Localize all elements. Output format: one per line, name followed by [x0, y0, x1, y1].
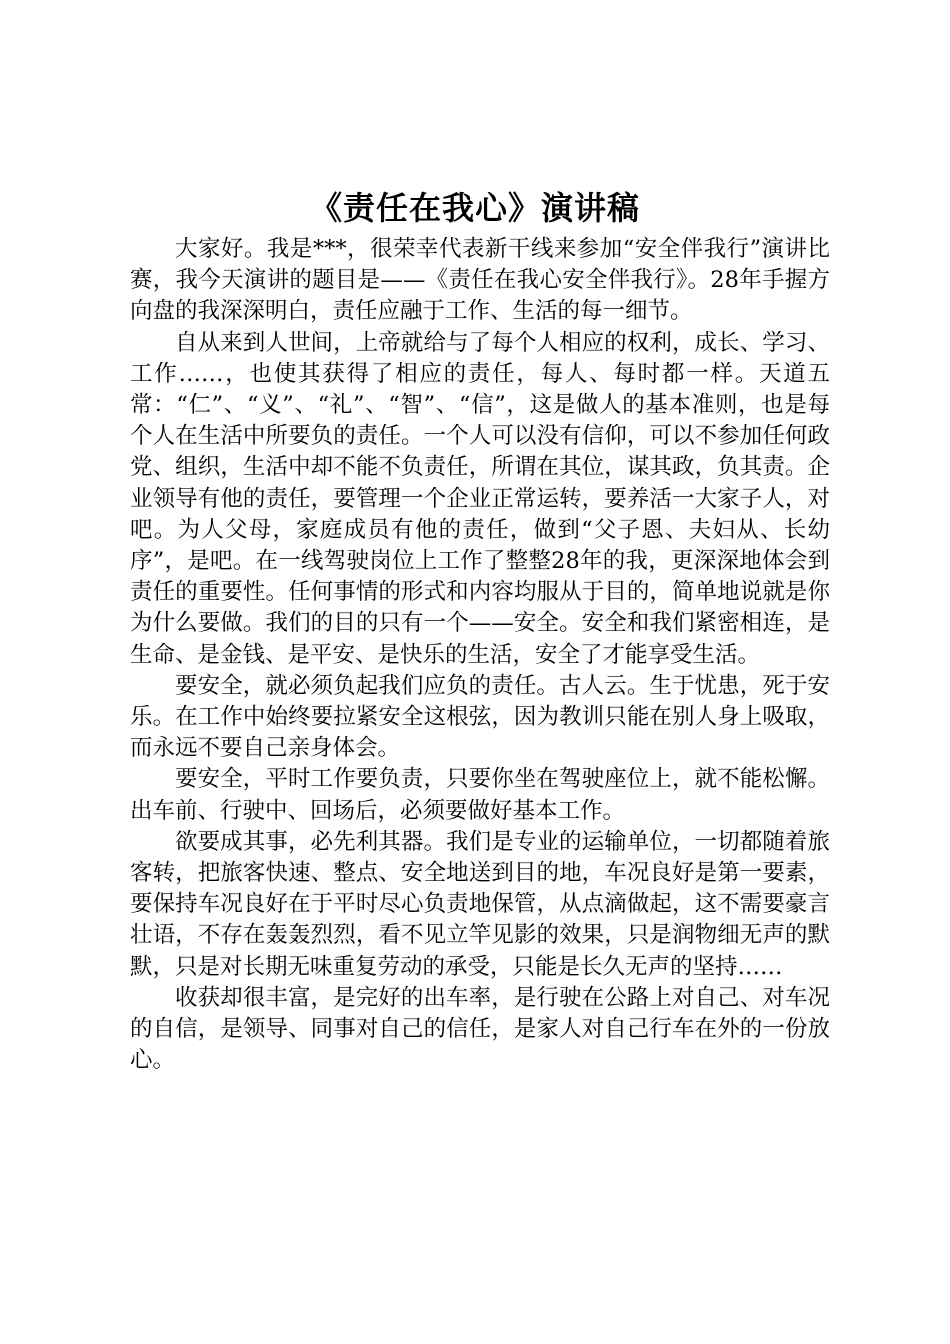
paragraph: 要安全，就必须负起我们应负的责任。古人云。生于忧患，死于安乐。在工作中始终要拉紧安全这根弦，因为教训只能在别人身上吸取，而永远不要自己亲身体会。	[130, 672, 830, 762]
paragraph: 收获却很丰富，是完好的出车率，是行驶在公路上对自己、对车况的自信，是领导、同事对自己的信任，是家人对自己行车在外的一份放心。	[130, 984, 830, 1074]
paragraph: 要安全，平时工作要负责，只要你坐在驾驶座位上，就不能松懈。出车前、行驶中、回场后，必须要做好基本工作。	[130, 766, 830, 824]
paragraph: 欲要成其事，必先利其器。我们是专业的运输单位，一切都随着旅客转，把旅客快速、整点、安全地送到目的地，车况良好是第一要素，要保持车况良好在于平时尽心负责地保管，从点滴做起，这不需要豪言壮语，不存在轰轰烈烈，看不见立竿见影的效果，只是润物细无声的默默，只是对长期无味重复劳动的承受，只能是长久无声的坚持……	[130, 828, 830, 980]
document-body	[130, 234, 830, 1076]
paragraph: 大家好。我是***，很荣幸代表新干线来参加“安全伴我行”演讲比赛，我今天演讲的题目是——《责任在我心安全伴我行》。28年手握方向盘的我深深明白，责任应融于工作、生活的每一细节。	[130, 236, 830, 325]
document-title: 《责任在我心》演讲稿	[309, 189, 640, 227]
paragraph: 自从来到人世间，上帝就给与了每个人相应的权利，成长、学习、工作……，也使其获得了相应的责任，每人、每时都一样。天道五常：“仁”、“义”、“礼”、“智”、“信”，这是做人的基本准则，也是每个人在生活中所要负的责任。一个人可以没有信仰，可以不参加任何政党、组织，生活中却不能不负责任，所谓在其位，谋其政，负其责。企业领导有他的责任，要管理一个企业正常运转，要养活一大家子人，对吧。为人父母，家庭成员有他的责任，做到“父子恩、夫妇从、长幼序”，是吧。在一线驾驶岗位上工作了整整28年的我，更深深地体会到责任的重要性。任何事情的形式和内容均服从于目的，简单地说就是你为什么要做。我们的目的只有一个——安全。安全和我们紧密相连，是生命、是金钱、是平安、是快乐的生活，安全了才能享受生活。	[130, 329, 830, 668]
